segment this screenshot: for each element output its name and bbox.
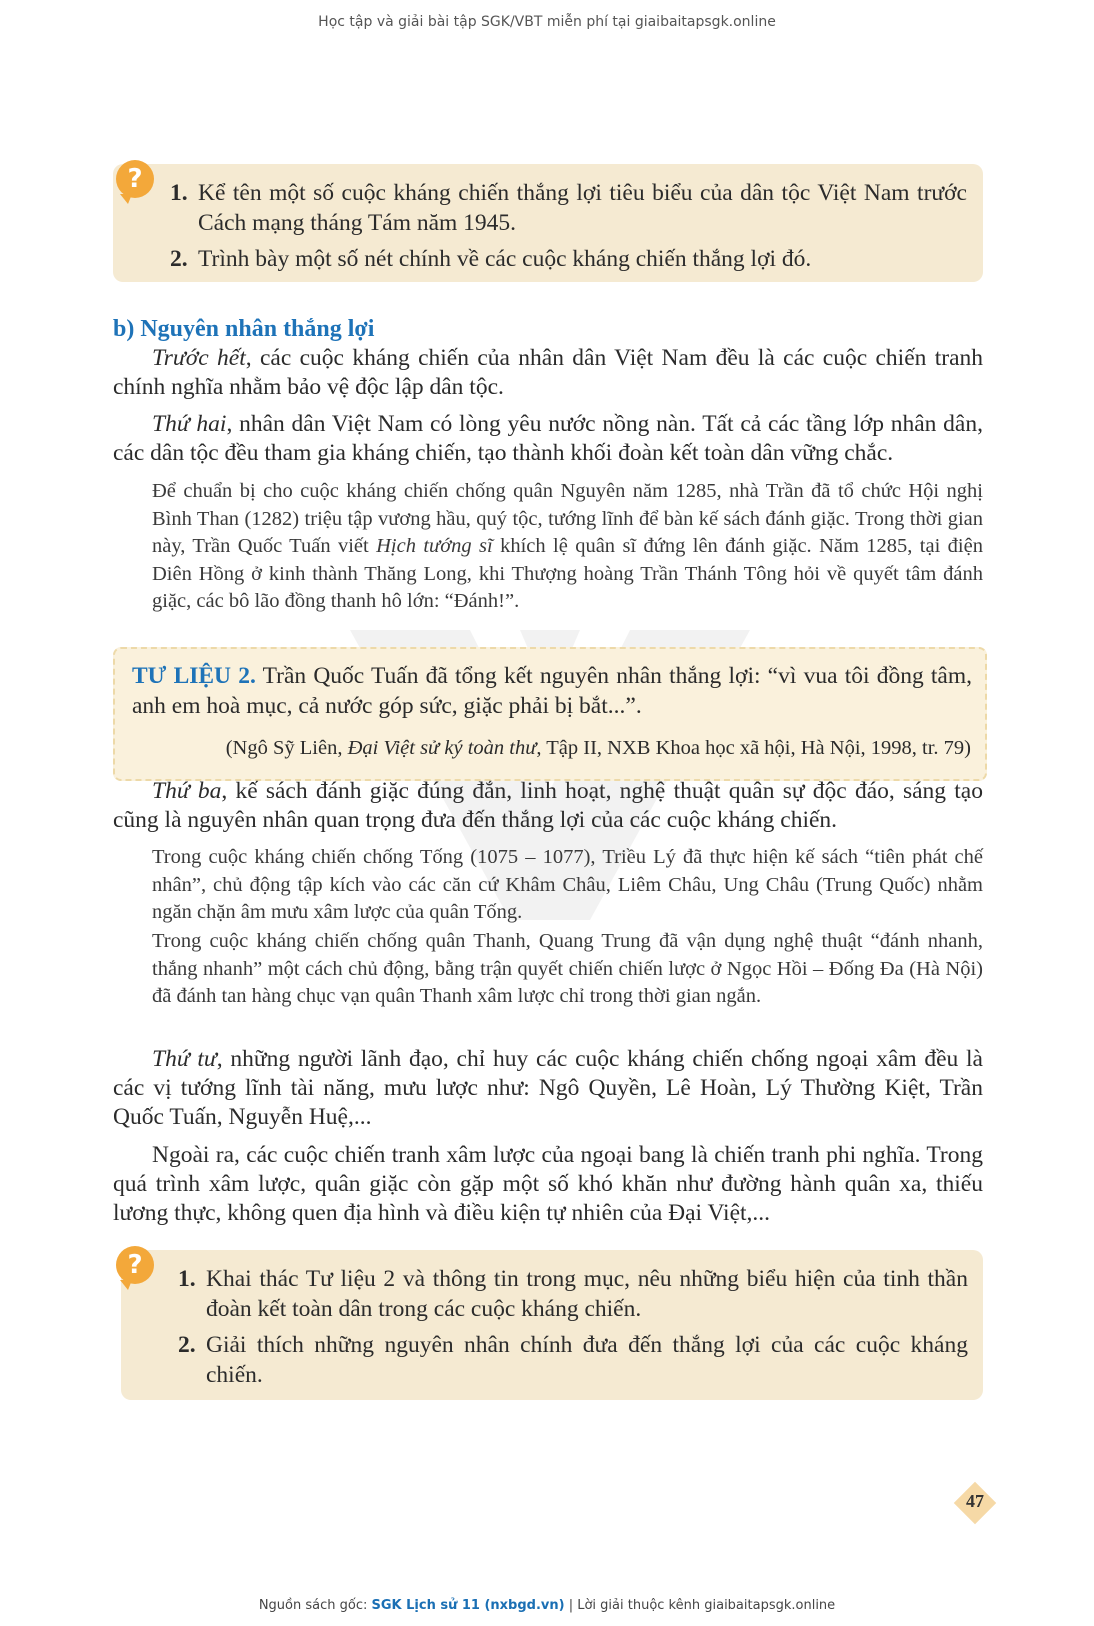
document-text [132, 661, 972, 721]
note-text: khích lệ quân sĩ đứng lên đánh giặc. Năm 1285, tại điện Diên Hồng ở kinh thành Thăng Long, khi Thượng hoàng Trần Thánh Tông hỏi về quyết tâm đánh giặc, các bô lão đồng thanh hô lớn: “Đánh!”. [152, 535, 983, 612]
question-number: 1. [178, 1266, 196, 1292]
page-header: Học tập và giải bài tập SGK/VBT miễn phí tại giaibaitapsgk.online [318, 14, 776, 30]
question-item [170, 178, 967, 238]
paragraph-lead: Thứ ba [152, 778, 222, 804]
question-text: Giải thích những nguyên nhân chính đưa đến thắng lợi của các cuộc kháng chiến. [206, 1332, 968, 1388]
question-text: Kể tên một số cuộc kháng chiến thắng lợi tiêu biểu của dân tộc Việt Nam trước Cách mạng tháng Tám năm 1945. [198, 180, 967, 236]
question-icon: ? [116, 160, 154, 198]
question-list-1 [170, 178, 967, 280]
paragraph-thu-ba [113, 777, 983, 835]
question-text: Khai thác Tư liệu 2 và thông tin trong mục, nêu những biểu hiện của tinh thần đoàn kết toàn dân trong các cuộc kháng chiến. [206, 1266, 968, 1322]
paragraph-lead: Trước hết [152, 345, 246, 371]
section-heading: b) Nguyên nhân thắng lợi [113, 316, 375, 342]
question-text: Trình bày một số nét chính về các cuộc kháng chiến thắng lợi đó. [198, 246, 812, 272]
question-item [178, 1264, 968, 1324]
example-note-ly: Trong cuộc kháng chiến chống Tống (1075 – 1077), Triều Lý đã thực hiện kế sách “tiên phát chế nhân”, chủ động tập kích vào các căn cứ Khâm Châu, Liêm Châu, Ung Châu (Trung Quốc) nhằm ngăn chặn âm mưu xâm lược của quân Tống. [152, 846, 983, 923]
document-box [113, 647, 987, 781]
document-title: TƯ LIỆU 2. [132, 663, 256, 689]
paragraph-thu-hai [113, 410, 983, 468]
note-text: Để chuẩn bị cho cuộc kháng chiến chống quân Nguyên năm 1285, nhà Trần đã tổ chức Hội nghị Bình Than (1282) triệu tập vương hầu, quý tộc, tướng lĩnh để bàn kế sách đánh giặc. Trong thời gian này, Trần Quốc Tuấn viết [152, 480, 983, 557]
question-number: 1. [170, 180, 188, 206]
note-italic: Hịch tướng sĩ [376, 535, 493, 557]
question-item [170, 244, 967, 274]
paragraph-ngoai-ra: Ngoài ra, các cuộc chiến tranh xâm lược của ngoại bang là chiến tranh phi nghĩa. Trong quá trình xâm lược, quân giặc còn gặp một số khó khăn như đường hành quân xa, thiếu lương thực, không quen địa hình và điều kiện tự nhiên của Đại Việt,... [113, 1142, 983, 1226]
document-citation: (Ngô Sỹ Liên, Đại Việt sử ký toàn thư, Tập II, NXB Khoa học xã hội, Hà Nội, 1998, tr. 79) [225, 737, 971, 759]
document-quote: Trần Quốc Tuấn đã tổng kết nguyên nhân thắng lợi: “vì vua tôi đồng tâm, anh em hoà mục, cả nước góp sức, giặc phải bị bắt...”. [132, 663, 972, 719]
question-number: 2. [178, 1332, 196, 1358]
example-note-tran [152, 478, 983, 616]
paragraph-body: , các cuộc kháng chiến của nhân dân Việt Nam đều là các cuộc chiến tranh chính nghĩa nhằm bảo vệ độc lập dân tộc. [113, 345, 983, 400]
question-number: 2. [170, 246, 188, 272]
paragraph-body: , nhân dân Việt Nam có lòng yêu nước nồng nàn. Tất cả các tầng lớp nhân dân, các dân tộc đều tham gia kháng chiến, tạo thành khối đoàn kết toàn dân vững chắc. [113, 411, 983, 466]
question-item [178, 1330, 968, 1390]
paragraph-lead: Thứ hai [152, 411, 227, 437]
paragraph-thu-tu [113, 1045, 983, 1132]
question-list-2 [178, 1264, 968, 1396]
example-note-quang-trung: Trong cuộc kháng chiến chống quân Thanh, Quang Trung đã vận dụng nghệ thuật “đánh nhanh, thắng nhanh” một cách chủ động, bằng trận quyết chiến chiến lược ở Ngọc Hồi – Đống Đa (Hà Nội) đã đánh tan hàng chục vạn quân Thanh xâm lược chỉ trong thời gian ngắn. [152, 930, 983, 1007]
paragraph-body: , những người lãnh đạo, chỉ huy các cuộc kháng chiến chống ngoại xâm đều là các vị tướng lĩnh tài năng, mưu lược như: Ngô Quyền, Lê Hoàn, Lý Thường Kiệt, Trần Quốc Tuấn, Nguyễn Huệ,... [113, 1046, 983, 1130]
page-footer [0, 1598, 1094, 1613]
footer-source-link[interactable]: SGK Lịch sử 11 (nxbgd.vn) [371, 1598, 565, 1613]
footer-text: | Lời giải thuộc kênh giaibaitapsgk.online [564, 1598, 836, 1613]
question-icon: ? [116, 1246, 154, 1284]
paragraph-body: , kế sách đánh giặc đúng đắn, linh hoạt, nghệ thuật quân sự độc đáo, sáng tạo cũng là nguyên nhân quan trọng đưa đến thắng lợi của các cuộc kháng chiến. [113, 778, 983, 833]
page-number: 47 [966, 1491, 984, 1511]
paragraph-truoc-het [113, 344, 983, 402]
paragraph-lead: Thứ tư [152, 1046, 217, 1072]
footer-text: Nguồn sách gốc: [258, 1598, 372, 1613]
